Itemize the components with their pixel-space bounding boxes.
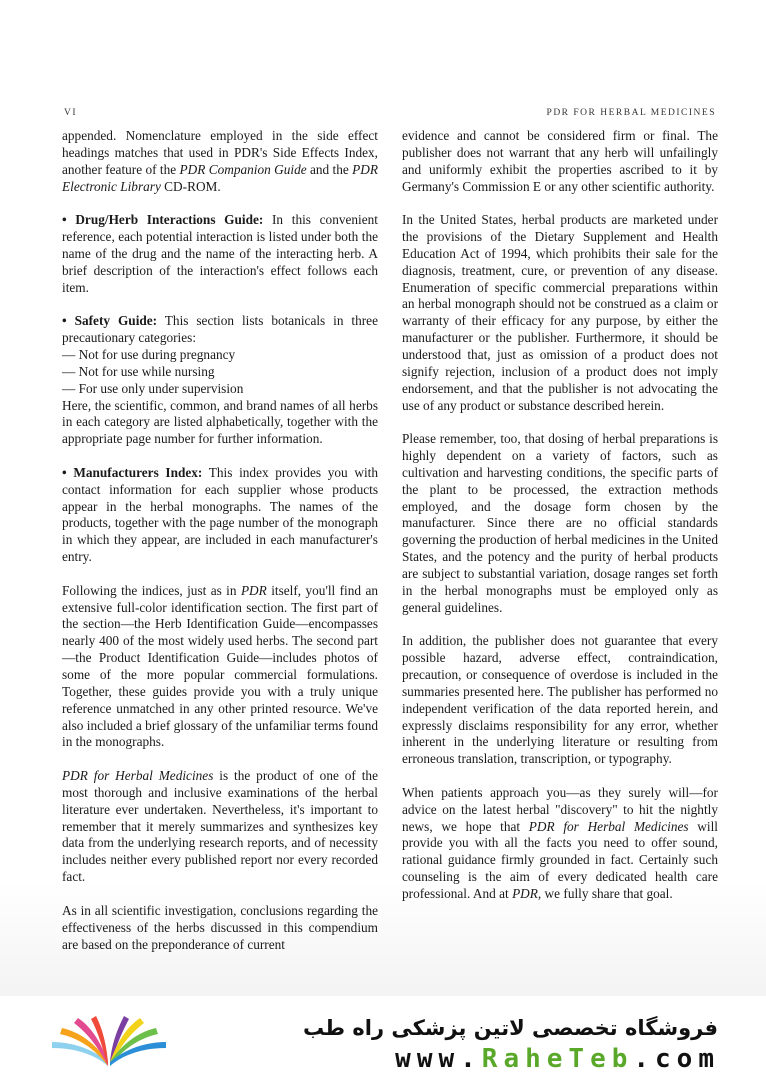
paragraph-scientific-investigation: As in all scientific investigation, conclusions regarding the effectiveness of the herbs discussed in this compendium are based on the preponderance of current — [62, 902, 378, 952]
paragraph-safety-guide: • Safety Guide: This section lists botanicals in three precautionary categories: — [62, 313, 378, 346]
list-item: — Not for use during pregnancy — [62, 346, 236, 362]
paragraph-regulation: In the United States, herbal products are marketed under the provisions of the Dietary Supplement and Health Education Act of 1994, which prohibits their sale for the diagnosis, treatment, cure, or prevention of any disease. Enumeration of specific commercial preparations within an herbal monograph should not be construed as a claim or warranty of their efficacy for any purpose, by either the manufacturer or the publisher. Furthermore, it should be understood that, just as omission of a product does not signify rejection, inclusion of a product does not imply endorsement, and that the publisher is not advocating the use of any product or substance described herein. — [402, 212, 718, 413]
section-heading: • Drug/Herb Interactions Guide: — [62, 212, 264, 228]
section-heading: • Safety Guide: — [62, 313, 158, 329]
paragraph-manufacturers-index: • Manufacturers Index: This index provides you with contact information for each supplier whose products appear in the herbal monographs. The names of the products, together with the page number of the monograph in which they appear, are included in each manufacturer's entry. — [62, 464, 378, 565]
left-column — [62, 128, 378, 970]
paragraph-product-description: PDR for Herbal Medicines is the product of one of the most thorough and inclusive examinations of the herbal literature ever undertaken. Nevertheless, it's important to remember that it merely summarizes and synthesizes key data from the underlying research reports, and of necessity includes neither every published report nor every recorded fact. — [62, 768, 378, 885]
paragraph-identification-section: Following the indices, just as in PDR itself, you'll find an extensive full-color identification section. The first part of the section—the Herb Identification Guide—encompasses nearly 400 of the most widely used herbs. The second part—the Product Identification Guide—includes photos of some of the more popular commercial formulations. Together, these guides provide you with a truly unique reference unmatched in any other printed resource. We've also included a brief glossary of the unfamiliar terms found in the monographs. — [62, 582, 378, 750]
paragraph-interactions-guide: • Drug/Herb Interactions Guide: In this convenient reference, each potential interaction is listed under both the name of the drug and the name of the interacting herb. A brief description of the interaction's effect follows each item. — [62, 212, 378, 295]
paragraph-evidence: evidence and cannot be considered firm or final. The publisher does not warrant that any herb will unfailingly and uniformly exhibit the properties ascribed to it by Germany's Commission E or any other scientific authority. — [402, 128, 718, 194]
running-title: PDR FOR HERBAL MEDICINES — [546, 108, 716, 118]
paragraph-dosing: Please remember, too, that dosing of herbal preparations is highly dependent on a variety of factors, such as cultivation and harvesting conditions, the specific parts of the plant to be processed, the extraction methods employed, and the dosage form chosen by the manufacturer. Since there are no official standards governing the production of herbal medicines in the United States, and the potency and the purity of herbal products are subject to substantial variation, dosage ranges set forth in the herbal monographs must be employed only as general guidelines. — [402, 431, 718, 615]
open-book-rainbow-icon — [44, 1012, 174, 1072]
store-website-link[interactable]: www.RaheTeb.com — [395, 1044, 720, 1074]
section-heading: • Manufacturers Index: — [62, 464, 203, 480]
paragraph-side-effects: appended. Nomenclature employed in the side effect headings matches that used in PDR's Side Effects Index, another feature of the PDR Companion Guide and the PDR Electronic Library CD-ROM. — [62, 128, 378, 194]
list-item: — For use only under supervision — [62, 380, 244, 396]
store-name: فروشگاه تخصصی لاتین پزشکی راه طب — [303, 1016, 718, 1040]
paragraph-disclaimer: In addition, the publisher does not guarantee that every possible hazard, adverse effect, contraindication, precaution, or consequence of overdose is included in the summaries presented here. The publisher has performed no independent verification of the data reported herein, and expressly disclaims responsibility for any error, whether inherent in the underlying literature or resulting from erroneous translation, transcription, or typography. — [402, 633, 718, 767]
paragraph-safety-tail: Here, the scientific, common, and brand names of all herbs in each category are listed alphabetically, together with the appropriate page number for further information. — [62, 397, 378, 447]
list-item: — Not for use while nursing — [62, 363, 215, 379]
paragraph-closing: When patients approach you—as they surely will—for advice on the latest herbal "discovery" to hit the nightly news, we hope that PDR for Herbal Medicines will provide you with all the facts you need to offer sound, rational guidance firmly grounded in fact. Certainly such counseling is the aim of every dedicated health care professional. And at PDR, we fully share that goal. — [402, 784, 718, 901]
right-column — [402, 128, 718, 920]
page-folio: VI — [64, 108, 78, 118]
